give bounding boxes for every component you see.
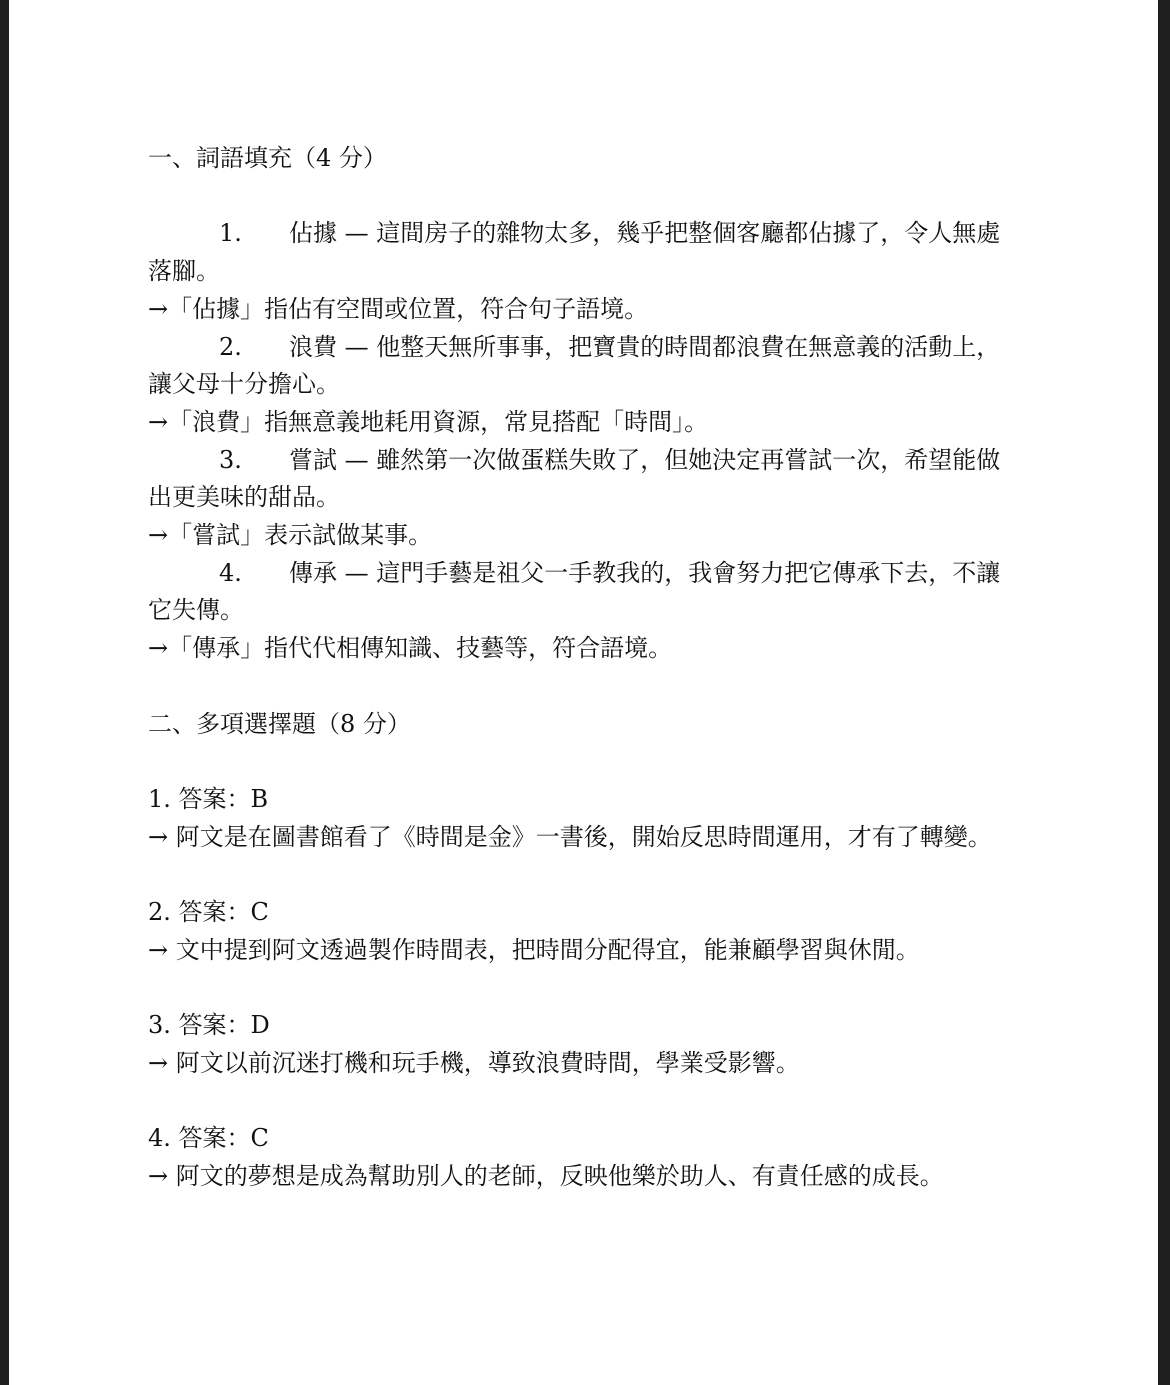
mc-explanation-2: → 文中提到阿文透過製作時間表，把時間分配得宜，能兼顧學習與休閒。 <box>148 935 920 964</box>
spacer <box>148 969 1158 1007</box>
item-number: 3. <box>219 445 242 474</box>
spacer <box>148 668 1158 706</box>
item-text: 浪費 — 他整天無所事事，把寶貴的時間都浪費在無意義的活動上，讓父母十分擔心。 <box>148 332 1001 399</box>
item-number: 2. <box>219 332 242 361</box>
item-explanation: →「佔據」指佔有空間或位置，符合句子語境。 <box>148 294 649 323</box>
item-number: 1. <box>219 219 242 248</box>
spacer <box>148 743 1158 781</box>
item-text: 傳承 — 這門手藝是祖父一手教我的，我會努力把它傳承下去，不讓它失傳。 <box>148 558 1001 625</box>
document-page <box>9 0 1158 1385</box>
vocab-item-2 <box>148 329 1008 404</box>
section-heading: 一、詞語填充（4 分） <box>148 144 387 172</box>
item-explanation: →「傳承」指代代相傳知識、技藝等，符合語境。 <box>148 634 673 663</box>
section-heading: 二、多項選擇題（8 分） <box>148 709 411 738</box>
vocab-item-3 <box>148 442 1008 517</box>
item-text: 佔據 — 這間房子的雜物太多，幾乎把整個客廳都佔據了，令人無處落腳。 <box>148 219 1001 286</box>
vocab-item-1 <box>148 215 1008 290</box>
section-vocabulary-fill <box>148 140 1158 706</box>
mc-explanation-3: → 阿文以前沉迷打機和玩手機，導致浪費時間，學業受影響。 <box>148 1048 800 1077</box>
spacer <box>148 1083 1158 1121</box>
mc-answer-3: 3. 答案：D <box>148 1011 270 1040</box>
mc-explanation-1: → 阿文是在圖書館看了《時間是金》一書後，開始反思時間運用，才有了轉變。 <box>148 822 992 851</box>
item-explanation: →「嘗試」表示試做某事。 <box>148 521 433 550</box>
mc-explanation-4: → 阿文的夢想是成為幫助別人的老師，反映他樂於助人、有責任感的成長。 <box>148 1161 944 1190</box>
item-number: 4. <box>219 558 242 587</box>
item-explanation: →「浪費」指無意義地耗用資源，常見搭配「時間」。 <box>148 407 709 436</box>
spacer <box>148 178 1158 216</box>
mc-answer-1: 1. 答案：B <box>148 784 269 813</box>
vocab-item-4 <box>148 555 1008 630</box>
spacer <box>148 856 1158 894</box>
mc-answer-4: 4. 答案：C <box>148 1124 269 1153</box>
section-multiple-choice <box>148 706 1158 1196</box>
item-text: 嘗試 — 雖然第一次做蛋糕失敗了，但她決定再嘗試一次，希望能做出更美味的甜品。 <box>148 445 1001 512</box>
mc-answer-2: 2. 答案：C <box>148 898 269 926</box>
